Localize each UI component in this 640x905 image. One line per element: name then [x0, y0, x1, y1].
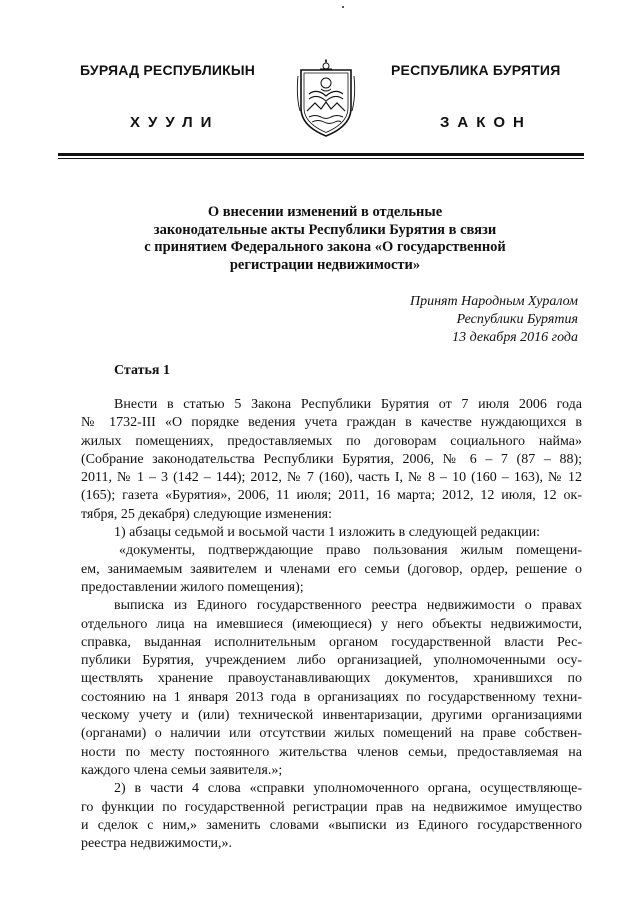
body-line: (органами) о наличии или отсутствии жилых помещений на праве собствен- — [81, 726, 582, 742]
scan-dot — [342, 6, 344, 8]
header-russian-law: ЗАКОН — [440, 114, 532, 131]
header-buryat-law: ХУУЛИ — [130, 114, 220, 131]
body-line: ности по месту постоянного жительства членов семьи, предоставляемая на — [81, 744, 582, 760]
body-line: ческому учету и (или) технической инвентаризации, другими организациями — [81, 708, 582, 724]
body-line: тября, 25 декабря) следующие изменения: — [81, 506, 333, 522]
law-title-line: О внесении изменений в отдельные — [207, 204, 443, 220]
body-line: (165); газета «Бурятия», 2006, 11 июля; 2011, 16 марта; 2012, 12 июля, 12 ок- — [81, 488, 582, 504]
body-line: справка, выданная исполнительным органом государственной власти Рес- — [81, 634, 582, 650]
article-body — [81, 396, 582, 853]
body-line: 1) абзацы седьмой и восьмой части 1 изложить в следующей редакции: — [114, 525, 541, 541]
body-line: (Собрание законодательства Республики Бурятия, 2006, № 6 – 7 (87 – 88); — [81, 451, 582, 467]
law-title — [100, 204, 550, 274]
header-russian-republic: РЕСПУБЛИКА БУРЯТИЯ — [391, 62, 561, 78]
coat-of-arms-icon — [295, 56, 357, 138]
adoption-date: 13 декабря 2016 года — [452, 330, 578, 345]
body-line: реестра недвижимости,». — [81, 836, 232, 852]
header-buryat-republic: БУРЯАД РЕСПУБЛИКЫН — [80, 62, 256, 78]
body-line: состоянию на 1 января 2013 года в организациях по государственному техни- — [81, 689, 582, 705]
body-line: и сделок с ним,» заменить словами «выписки из Единого государственного — [81, 817, 582, 833]
body-line: 2) в части 4 слова «справки уполномоченного органа, осуществляюще- — [114, 781, 582, 797]
body-line: ществлять хранение правоустанавливающих документов, хранившихся по — [81, 671, 582, 687]
law-title-line: законодательные акты Республики Бурятия в связи — [153, 221, 497, 238]
law-title-line: с принятием Федерального закона «О государственной — [144, 239, 506, 255]
body-line: № 1732-III «О порядке ведения учета граждан в качестве нуждающихся в — [81, 415, 582, 431]
adoption-note — [410, 293, 578, 347]
body-line: предоставлении жилого помещения); — [81, 579, 304, 595]
law-title-line: регистрации недвижимости» — [229, 256, 421, 273]
body-line: жилых помещениях, предоставляемых по договорам социального найма» — [81, 433, 582, 449]
header-rule-thin — [58, 158, 584, 159]
body-line: «документы, подтверждающие право пользования жилым помещени- — [119, 543, 582, 559]
body-line: го функции по государственной регистрации прав на недвижимое имущество — [81, 799, 582, 815]
body-line: выписка из Единого государственного реестра недвижимости о правах — [114, 598, 582, 614]
body-line: 2011, № 1 – 3 (142 – 144); 2012, № 7 (160), часть I, № 8 – 10 (160 – 163), № 12 — [81, 470, 582, 486]
header-rule-thick — [58, 153, 584, 156]
article-heading: Статья 1 — [114, 363, 170, 378]
body-line: Внести в статью 5 Закона Республики Бурятия от 7 июля 2006 года — [114, 397, 582, 412]
adoption-note-line: Республики Бурятия — [456, 312, 578, 327]
body-line: отдельного лица на имевшиеся (имеющиеся) у него объекты недвижимости, — [81, 616, 582, 632]
body-line: каждого члена семьи заявителя.»; — [81, 762, 283, 778]
body-line: публики Бурятия, учреждением либо организацией, уполномоченными осу- — [81, 653, 582, 669]
adoption-note-line: Принят Народным Хуралом — [409, 294, 578, 309]
body-line: ем, занимаемым заявителем и членами его семьи (договор, ордер, решение о — [81, 561, 582, 577]
